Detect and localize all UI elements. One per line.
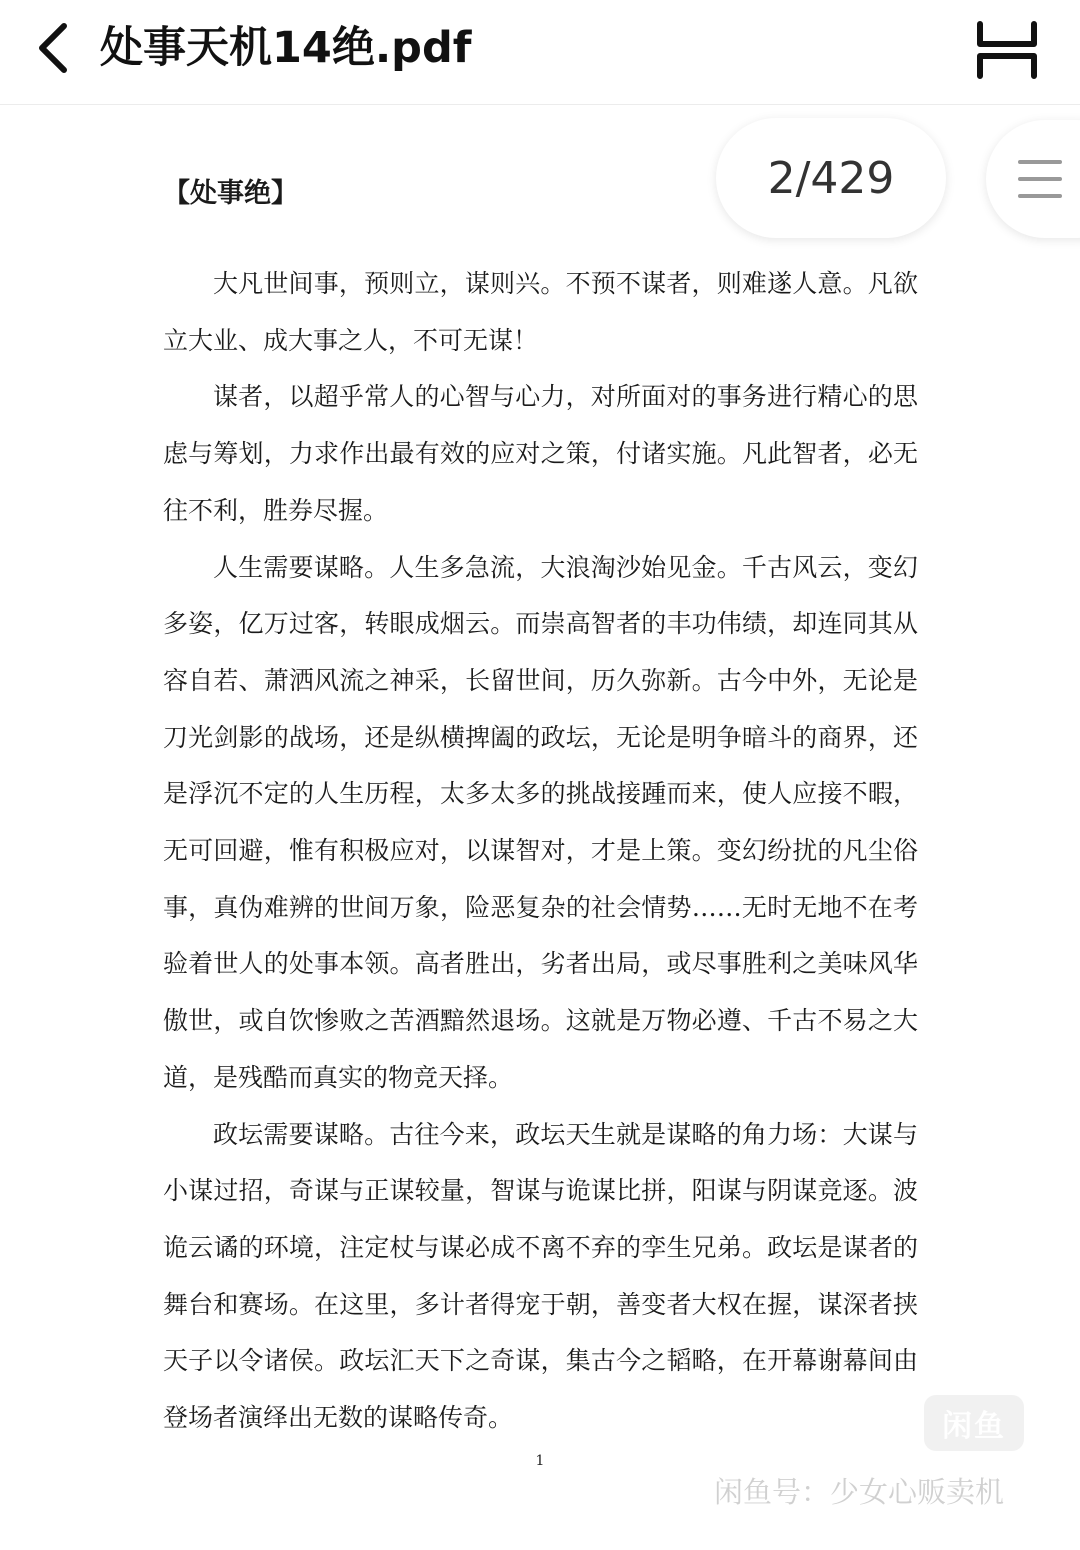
page-number: 1: [535, 1453, 545, 1469]
chevron-left-icon: [26, 18, 86, 78]
menu-icon: [1018, 158, 1062, 200]
menu-button[interactable]: [986, 120, 1080, 238]
pdf-page: [163, 150, 918, 1447]
document-title: 处事天机14绝.pdf: [100, 23, 472, 73]
paragraph: 谋者，以超乎常人的心智与心力，对所面对的事务进行精心的思虑与筹划，力求作出最有效的应对之策，付诸实施。凡此智者，必无往不利，胜券尽握。: [163, 382, 918, 525]
section-title: 【处事绝】: [163, 178, 298, 209]
watermark-logo: 闲鱼: [924, 1395, 1024, 1451]
page-indicator[interactable]: 2/429: [716, 118, 946, 238]
exit-fullscreen-icon: [974, 20, 1040, 80]
paragraph: 大凡世间事，预则立，谋则兴。不预不谋者，则难遂人意。凡欲立大业、成大事之人，不可无谋！: [163, 269, 918, 355]
top-bar: [0, 0, 1080, 105]
paragraph: 人生需要谋略。人生多急流，大浪淘沙始见金。千古风云，变幻多姿，亿万过客，转眼成烟云。而崇高智者的丰功伟绩，却连同其从容自若、萧洒风流之神采，长留世间，历久弥新。古今中外，无论是刀光剑影的战场，还是纵横捭阖的政坛，无论是明争暗斗的商界，还是浮沉不定的人生历程，太多太多的挑战接踵而来，使人应接不暇，无可回避，惟有积极应对，以谋智对，才是上策。变幻纷扰的凡尘俗事，真伪难辨的世间万象，险恶复杂的社会情势……无时无地不在考验着世人的处事本领。高者胜出，劣者出局，或尽事胜利之美味风华傲世，或自饮惨败之苦酒黯然退场。这就是万物必遵、千古不易之大道，是残酷而真实的物竞天择。: [163, 552, 918, 1092]
back-button[interactable]: [26, 18, 86, 78]
watermark-text: 闲鱼号：少女心贩卖机: [714, 1475, 1005, 1509]
exit-fullscreen-button[interactable]: [974, 20, 1040, 80]
paragraph: 政坛需要谋略。古往今来，政坛天生就是谋略的角力场：大谋与小谋过招，奇谋与正谋较量，智谋与诡谋比拼，阳谋与阴谋竞逐。波诡云谲的环境，注定杖与谋必成不离不弃的孪生兄弟。政坛是谋者的舞台和赛场。在这里，多计者得宠于朝，善变者大权在握，谋深者挟天子以令诸侯。政坛汇天下之奇谋，集古今之韬略，在开幕谢幕间由登场者演绎出无数的谋略传奇。: [163, 1119, 918, 1433]
